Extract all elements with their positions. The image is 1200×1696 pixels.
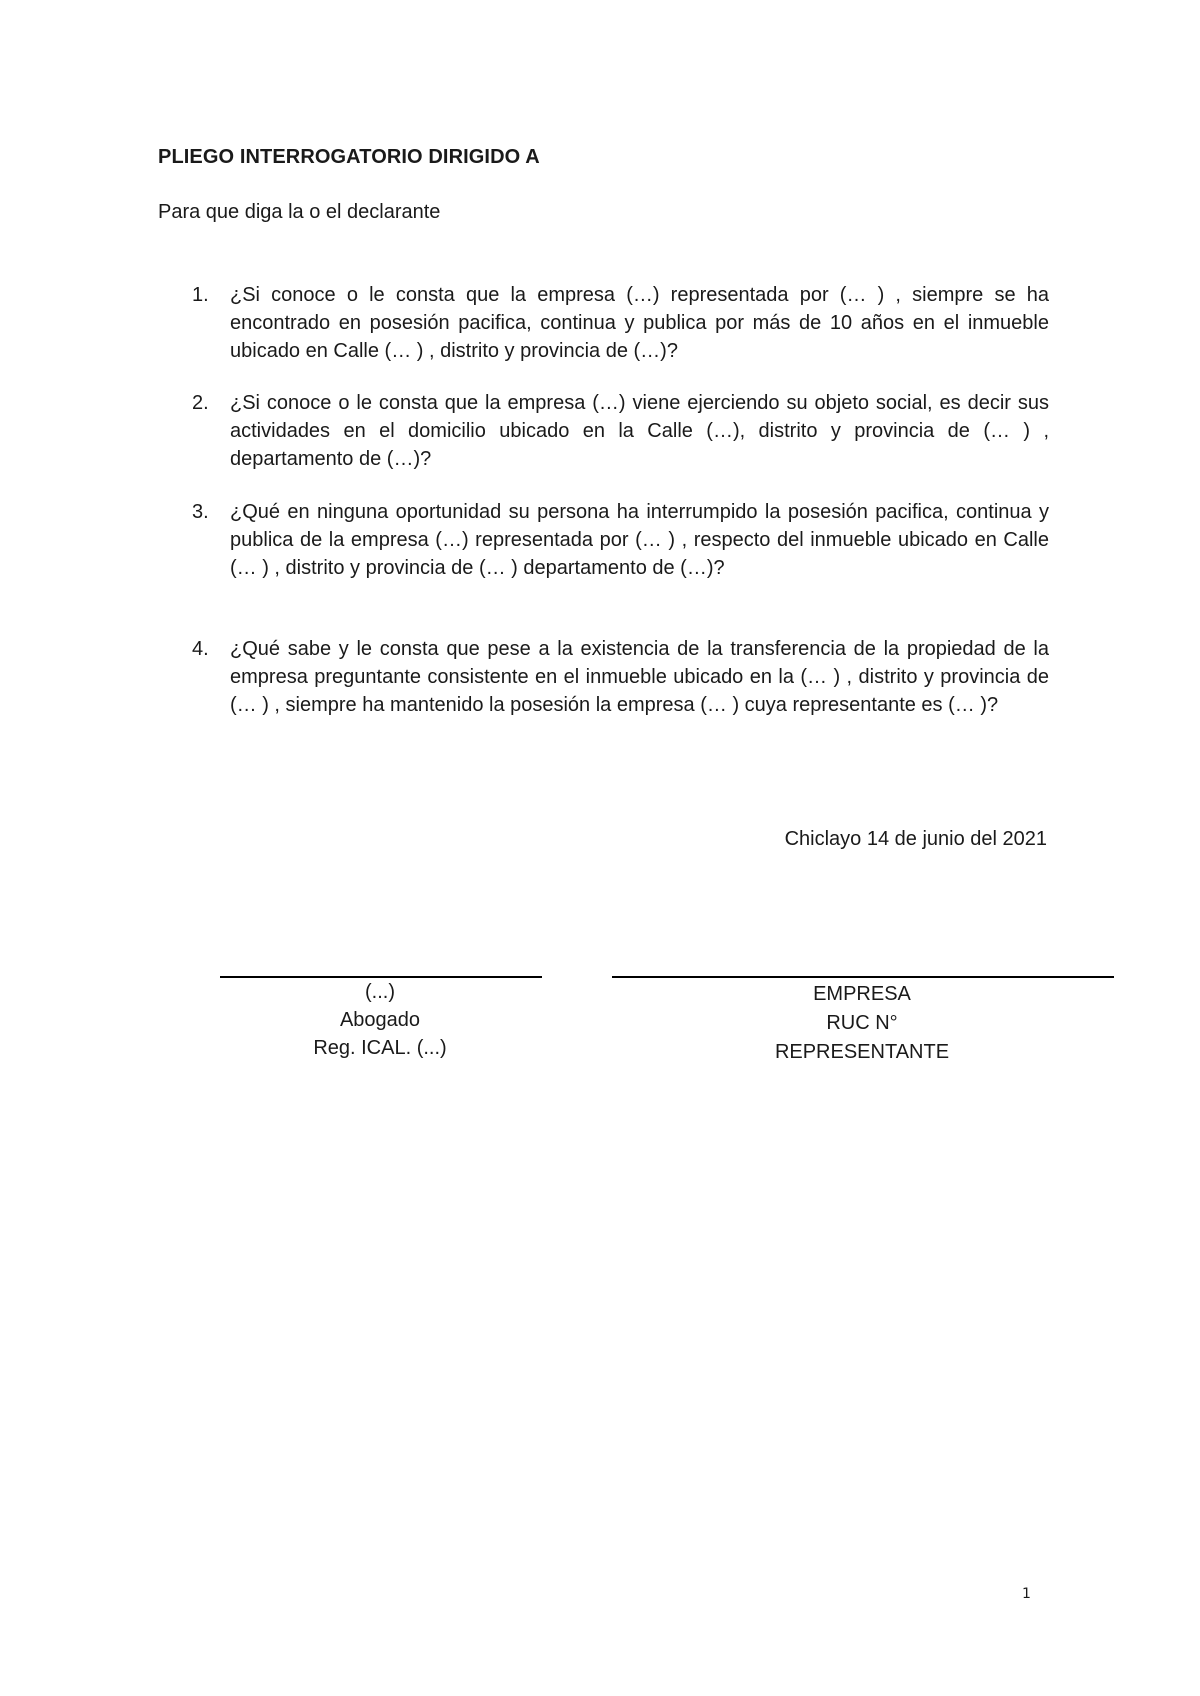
intro-text: Para que diga la o el declarante <box>158 201 441 223</box>
company-entity: EMPRESA <box>813 983 911 1005</box>
question-number: 3. <box>192 501 209 523</box>
question-text: ¿Qué sabe y le consta que pese a la existencia de la transferencia de la propiedad de la empresa preguntante consistente en el inmueble ubicado en la (… ) , distrito y provincia de (… ) , siempre ha mantenido la posesión la empresa (… ) cuya representante es (… )? <box>230 638 1049 716</box>
question-number: 2. <box>192 392 209 414</box>
question-text: ¿Si conoce o le consta que la empresa (…) viene ejerciendo su objeto social, es decir sus actividades en el domicilio ubicado en la Calle (…), distrito y provincia de (… ) , departamento de (…)? <box>230 392 1049 470</box>
question-text: ¿Si conoce o le consta que la empresa (…) representada por (… ) , siempre se ha encontrado en posesión pacifica, continua y publica por más de 10 años en el inmueble ubicado en Calle (… ) , distrito y provincia de (…)? <box>230 284 1049 362</box>
question-number: 1. <box>192 284 209 306</box>
question-item <box>192 389 1049 473</box>
lawyer-name: (...) <box>365 981 395 1003</box>
document-title: PLIEGO INTERROGATORIO DIRIGIDO A <box>158 146 540 168</box>
question-item <box>192 498 1049 582</box>
company-signature-block <box>712 980 1012 1067</box>
question-item <box>192 281 1049 365</box>
company-signature-line <box>612 976 1114 978</box>
page-number: 1 <box>1022 1586 1031 1602</box>
question-number: 4. <box>192 638 209 660</box>
lawyer-signature-block <box>230 978 530 1062</box>
question-text: ¿Qué en ninguna oportunidad su persona ha interrumpido la posesión pacifica, continua y publica de la empresa (…) representada por (… ) , respecto del inmueble ubicado en Calle (… ) , distrito y provincia de (… ) departamento de (…)? <box>230 501 1049 579</box>
question-item <box>192 635 1049 719</box>
lawyer-registry: Reg. ICAL. (...) <box>313 1037 447 1059</box>
place-date: Chiclayo 14 de junio del 2021 <box>784 828 1047 850</box>
company-representative: REPRESENTANTE <box>774 1041 950 1063</box>
lawyer-role: Abogado <box>339 1009 421 1031</box>
company-ruc: RUC N° <box>826 1012 898 1034</box>
question-list <box>192 281 1049 719</box>
